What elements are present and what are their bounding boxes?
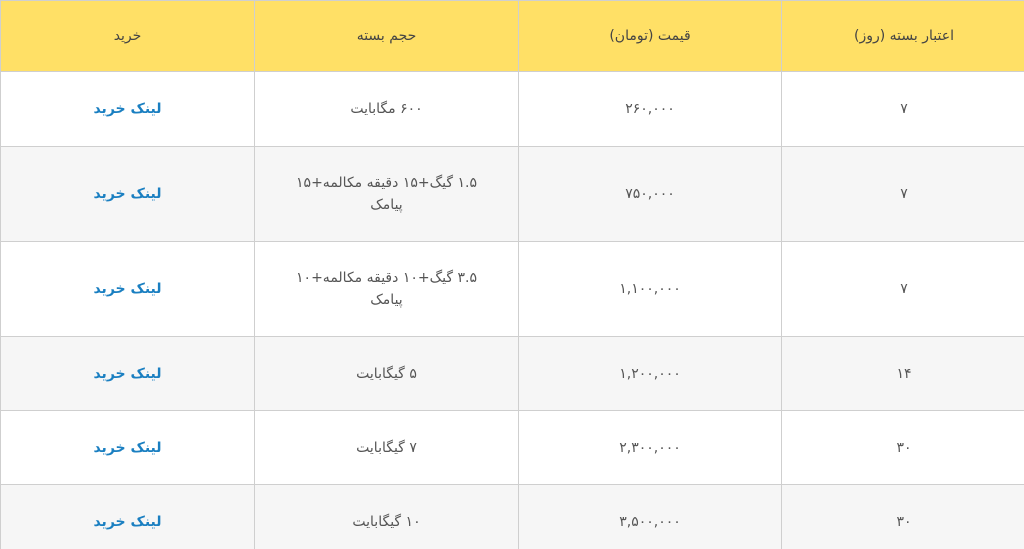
cell-price: ۱,۱۰۰,۰۰۰ xyxy=(519,242,782,337)
header-price: قیمت (تومان) xyxy=(519,1,782,72)
cell-days: ۷ xyxy=(782,147,1024,242)
volume-text: ۱۰ گیگابایت xyxy=(352,513,421,530)
table-header xyxy=(1,1,1024,72)
buy-link[interactable]: لینک خرید xyxy=(93,513,162,530)
volume-text: ۷ گیگابایت xyxy=(356,439,417,456)
table-row xyxy=(1,242,1024,337)
cell-days: ۷ xyxy=(782,242,1024,337)
table-row xyxy=(1,485,1024,549)
cell-price: ۲,۳۰۰,۰۰۰ xyxy=(519,411,782,485)
cell-volume xyxy=(255,72,519,147)
cell-price: ۱,۲۰۰,۰۰۰ xyxy=(519,337,782,411)
volume-text: ۳.۵ گیگ+۱۰ دقیقه مکالمه+۱۰ پیامک xyxy=(296,270,477,308)
table-row xyxy=(1,72,1024,147)
table-row xyxy=(1,337,1024,411)
table-row xyxy=(1,411,1024,485)
table-body xyxy=(1,72,1024,549)
table-row xyxy=(1,147,1024,242)
cell-price: ۷۵۰,۰۰۰ xyxy=(519,147,782,242)
cell-buy xyxy=(1,147,255,242)
buy-link[interactable]: لینک خرید xyxy=(93,101,162,117)
cell-buy xyxy=(1,72,255,147)
cell-buy xyxy=(1,411,255,485)
cell-volume xyxy=(255,485,519,549)
buy-link[interactable]: لینک خرید xyxy=(93,365,162,382)
volume-text: ۶۰۰ مگابایت xyxy=(350,101,423,117)
buy-link[interactable]: لینک خرید xyxy=(93,281,162,297)
cell-buy xyxy=(1,337,255,411)
buy-link[interactable]: لینک خرید xyxy=(93,439,162,456)
header-row xyxy=(1,1,1024,72)
cell-days: ۱۴ xyxy=(782,337,1024,411)
cell-buy xyxy=(1,242,255,337)
cell-volume xyxy=(255,147,519,242)
cell-volume xyxy=(255,337,519,411)
cell-volume xyxy=(255,411,519,485)
header-buy: خرید xyxy=(1,1,255,72)
header-validity: اعتبار بسته (روز) xyxy=(782,1,1024,72)
buy-link[interactable]: لینک خرید xyxy=(93,186,162,202)
cell-days: ۷ xyxy=(782,72,1024,147)
cell-days: ۳۰ xyxy=(782,485,1024,549)
cell-price: ۲۶۰,۰۰۰ xyxy=(519,72,782,147)
cell-buy xyxy=(1,485,255,549)
cell-price: ۳,۵۰۰,۰۰۰ xyxy=(519,485,782,549)
volume-text: ۱.۵ گیگ+۱۵ دقیقه مکالمه+۱۵ پیامک xyxy=(296,175,477,213)
cell-volume xyxy=(255,242,519,337)
cell-days: ۳۰ xyxy=(782,411,1024,485)
header-volume: حجم بسته xyxy=(255,1,519,72)
volume-text: ۵ گیگابایت xyxy=(356,365,417,382)
